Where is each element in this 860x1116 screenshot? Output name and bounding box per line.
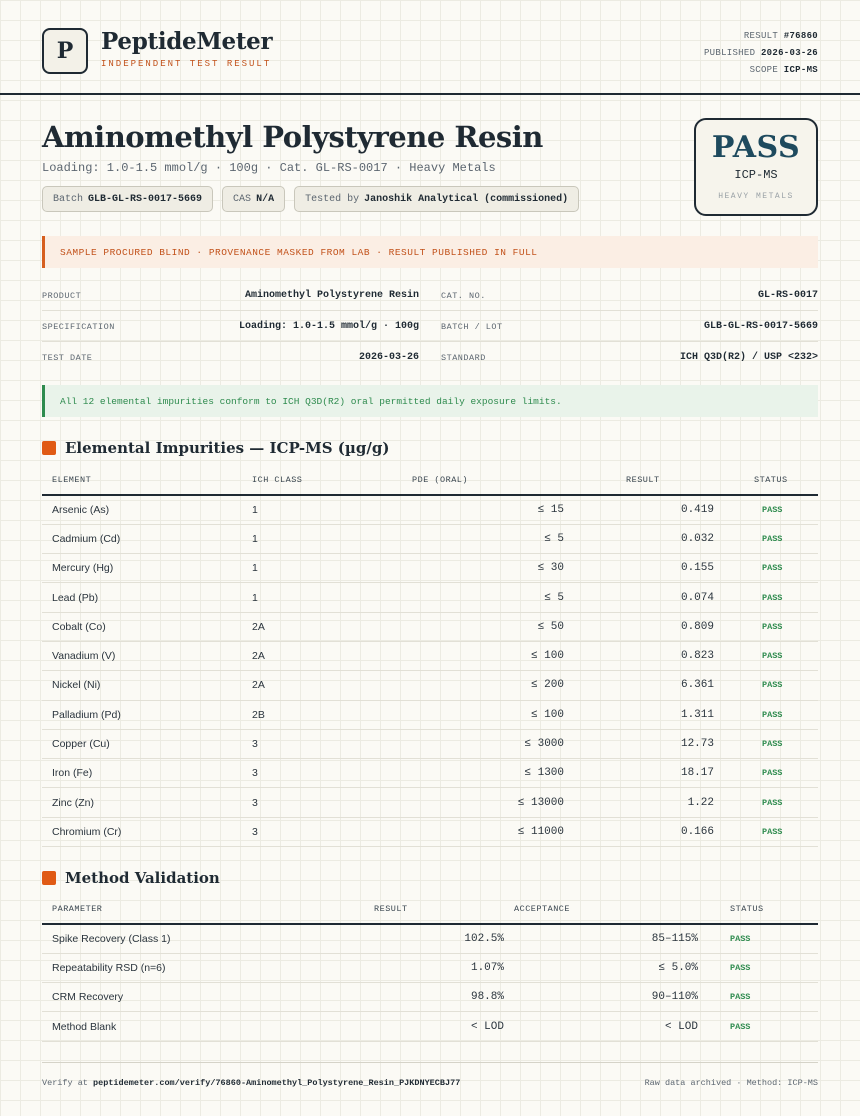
table-cell: 0.809: [616, 612, 744, 641]
table-cell: 0.823: [616, 641, 744, 670]
info-label: STANDARD: [441, 353, 486, 363]
info-row: [42, 311, 818, 342]
info-value: Aminomethyl Polystyrene Resin: [244, 290, 419, 301]
scope-line: [704, 62, 818, 79]
chip-value: N/A: [256, 193, 275, 205]
table-cell: 3: [242, 759, 402, 788]
table-cell: 2A: [242, 641, 402, 670]
info-value: GLB-GL-RS-0017-5669: [703, 321, 818, 332]
table-cell: PASS: [744, 583, 818, 612]
table-cell: ≤ 200: [402, 671, 616, 700]
table-row: [42, 524, 818, 553]
table-row: [42, 671, 818, 700]
section-title: Elemental Impurities — ICP-MS (µg/g): [65, 439, 390, 457]
table-cell: Zinc (Zn): [42, 788, 242, 817]
info-label: TEST DATE: [42, 353, 93, 363]
table-cell: PASS: [744, 495, 818, 524]
table-cell: 18.17: [616, 759, 744, 788]
verify-link[interactable]: peptidemeter.com/verify/76860-Aminomethyl_Polystyrene_Resin_PJKDNYECBJ77: [93, 1078, 461, 1088]
info-label: SPECIFICATION: [42, 322, 115, 332]
table-cell: ≤ 50: [402, 612, 616, 641]
table-cell: 1.311: [616, 700, 744, 729]
scope-label: SCOPE: [749, 65, 779, 75]
table-cell: ≤ 13000: [402, 788, 616, 817]
table-cell: 102.5%: [308, 924, 504, 953]
info-value: GL-RS-0017: [757, 290, 818, 301]
table-cell: 12.73: [616, 729, 744, 758]
table-row: [42, 924, 818, 953]
table-cell: PASS: [698, 1012, 818, 1041]
info-row: [42, 342, 818, 373]
table-cell: Iron (Fe): [42, 759, 242, 788]
table-cell: Arsenic (As): [42, 495, 242, 524]
table-row: [42, 554, 818, 583]
stamp-method: ICP-MS: [734, 168, 778, 182]
table-cell: 3: [242, 729, 402, 758]
table-header-row: [42, 895, 818, 924]
table-cell: 1: [242, 554, 402, 583]
table-cell: PASS: [744, 524, 818, 553]
table-cell: 1.07%: [308, 953, 504, 982]
table-row: [42, 700, 818, 729]
table-cell: < LOD: [308, 1012, 504, 1041]
table-cell: ≤ 30: [402, 554, 616, 583]
info-value: 2026-03-26: [358, 352, 419, 363]
validation-section-heading: [42, 869, 220, 887]
report-header: [0, 0, 860, 96]
chip-value: GLB-GL-RS-0017-5669: [88, 193, 203, 205]
table-cell: 98.8%: [308, 983, 504, 1012]
table-cell: 0.074: [616, 583, 744, 612]
table-cell: PASS: [744, 554, 818, 583]
column-header: RESULT: [308, 895, 504, 924]
result-line: [704, 28, 818, 45]
table-cell: PASS: [744, 641, 818, 670]
pass-stamp: [694, 118, 818, 216]
footer-note: Raw data archived · Method: ICP-MS: [644, 1078, 818, 1088]
table-cell: 3: [242, 788, 402, 817]
table-cell: Cobalt (Co): [42, 612, 242, 641]
info-label: CAT. NO.: [441, 291, 486, 301]
tested-by-chip: [294, 186, 579, 212]
column-header: ICH CLASS: [242, 466, 402, 495]
table-cell: PASS: [698, 924, 818, 953]
section-title: Method Validation: [65, 869, 220, 887]
section-marker-icon: [42, 441, 56, 455]
table-cell: PASS: [744, 788, 818, 817]
table-cell: 1.22: [616, 788, 744, 817]
table-cell: CRM Recovery: [42, 983, 308, 1012]
report-meta: [704, 28, 818, 79]
table-cell: PASS: [744, 612, 818, 641]
impurities-section-heading: [42, 439, 389, 457]
table-cell: 6.361: [616, 671, 744, 700]
table-cell: 85–115%: [504, 924, 698, 953]
published-line: [704, 45, 818, 62]
info-label: BATCH / LOT: [441, 322, 503, 332]
table-cell: Spike Recovery (Class 1): [42, 924, 308, 953]
table-cell: 90–110%: [504, 983, 698, 1012]
chip-label: Tested by: [305, 193, 360, 205]
table-cell: 2B: [242, 700, 402, 729]
table-row: [42, 583, 818, 612]
published-label: PUBLISHED: [703, 48, 756, 58]
verify-footer: [42, 1078, 460, 1088]
page-title: Aminomethyl Polystyrene Resin: [42, 120, 543, 154]
table-cell: ≤ 3000: [402, 729, 616, 758]
table-row: [42, 817, 818, 846]
info-value: Loading: 1.0-1.5 mmol/g · 100g: [238, 321, 419, 332]
chip-label: Batch: [53, 193, 84, 205]
impurities-table: [42, 466, 818, 847]
table-row: [42, 729, 818, 758]
table-cell: Method Blank: [42, 1012, 308, 1041]
table-cell: ≤ 5: [402, 583, 616, 612]
table-row: [42, 641, 818, 670]
table-row: [42, 495, 818, 524]
conformance-banner: All 12 elemental impurities conform to ICH Q3D(R2) oral permitted daily exposure limits.: [42, 385, 818, 417]
table-cell: 0.032: [616, 524, 744, 553]
column-header: PDE (ORAL): [402, 466, 616, 495]
table-cell: PASS: [744, 729, 818, 758]
table-cell: PASS: [698, 983, 818, 1012]
cas-chip: [222, 186, 285, 212]
table-cell: Mercury (Hg): [42, 554, 242, 583]
table-cell: ≤ 1300: [402, 759, 616, 788]
table-cell: 2A: [242, 612, 402, 641]
table-cell: Nickel (Ni): [42, 671, 242, 700]
table-cell: Repeatability RSD (n=6): [42, 953, 308, 982]
info-grid: [42, 280, 818, 373]
table-row: [42, 759, 818, 788]
chip-value: Janoshik Analytical (commissioned): [364, 193, 569, 205]
table-cell: PASS: [744, 817, 818, 846]
column-header: STATUS: [698, 895, 818, 924]
table-cell: 0.166: [616, 817, 744, 846]
table-cell: 1: [242, 583, 402, 612]
chip-label: CAS: [233, 193, 252, 205]
table-cell: ≤ 100: [402, 641, 616, 670]
brand-name: PeptideMeter: [101, 28, 273, 55]
scope-value: ICP-MS: [783, 65, 818, 75]
section-marker-icon: [42, 871, 56, 885]
table-cell: PASS: [698, 953, 818, 982]
logo-icon: P: [42, 28, 88, 74]
result-id: #76860: [783, 31, 818, 41]
batch-chip: [42, 186, 213, 212]
table-row: [42, 983, 818, 1012]
table-cell: 1: [242, 495, 402, 524]
table-cell: PASS: [744, 671, 818, 700]
product-chips: [42, 186, 579, 212]
table-cell: 1: [242, 524, 402, 553]
info-value: ICH Q3D(R2) / USP <232>: [679, 352, 818, 363]
table-cell: Chromium (Cr): [42, 817, 242, 846]
published-date: 2026-03-26: [760, 48, 818, 58]
table-cell: ≤ 15: [402, 495, 616, 524]
table-cell: Cadmium (Cd): [42, 524, 242, 553]
table-cell: ≤ 11000: [402, 817, 616, 846]
table-cell: 2A: [242, 671, 402, 700]
table-cell: Vanadium (V): [42, 641, 242, 670]
footer-divider: [42, 1062, 818, 1063]
table-row: [42, 1012, 818, 1041]
table-cell: ≤ 100: [402, 700, 616, 729]
column-header: ACCEPTANCE: [504, 895, 698, 924]
column-header: STATUS: [744, 466, 818, 495]
brand-tagline: INDEPENDENT TEST RESULT: [101, 59, 272, 69]
table-cell: ≤ 5.0%: [504, 953, 698, 982]
column-header: RESULT: [616, 466, 744, 495]
table-cell: PASS: [744, 759, 818, 788]
table-cell: ≤ 5: [402, 524, 616, 553]
verify-label: Verify at: [42, 1078, 88, 1088]
column-header: PARAMETER: [42, 895, 308, 924]
table-cell: Palladium (Pd): [42, 700, 242, 729]
info-label: PRODUCT: [42, 291, 82, 301]
table-cell: PASS: [744, 700, 818, 729]
table-row: [42, 953, 818, 982]
provenance-alert: SAMPLE PROCURED BLIND · PROVENANCE MASKED FROM LAB · RESULT PUBLISHED IN FULL: [42, 236, 818, 268]
table-row: [42, 788, 818, 817]
table-cell: Copper (Cu): [42, 729, 242, 758]
table-cell: 3: [242, 817, 402, 846]
table-cell: Lead (Pb): [42, 583, 242, 612]
stamp-scope: HEAVY METALS: [718, 192, 794, 201]
result-label: RESULT: [743, 31, 779, 41]
validation-table: [42, 895, 818, 1042]
column-header: ELEMENT: [42, 466, 242, 495]
table-cell: < LOD: [504, 1012, 698, 1041]
table-header-row: [42, 466, 818, 495]
table-row: [42, 612, 818, 641]
info-row: [42, 280, 818, 311]
table-cell: 0.155: [616, 554, 744, 583]
stamp-verdict: PASS: [711, 130, 801, 165]
product-subtitle: Loading: 1.0-1.5 mmol/g · 100g · Cat. GL-RS-0017 · Heavy Metals: [42, 161, 496, 175]
table-cell: 0.419: [616, 495, 744, 524]
header-divider: [0, 93, 860, 95]
